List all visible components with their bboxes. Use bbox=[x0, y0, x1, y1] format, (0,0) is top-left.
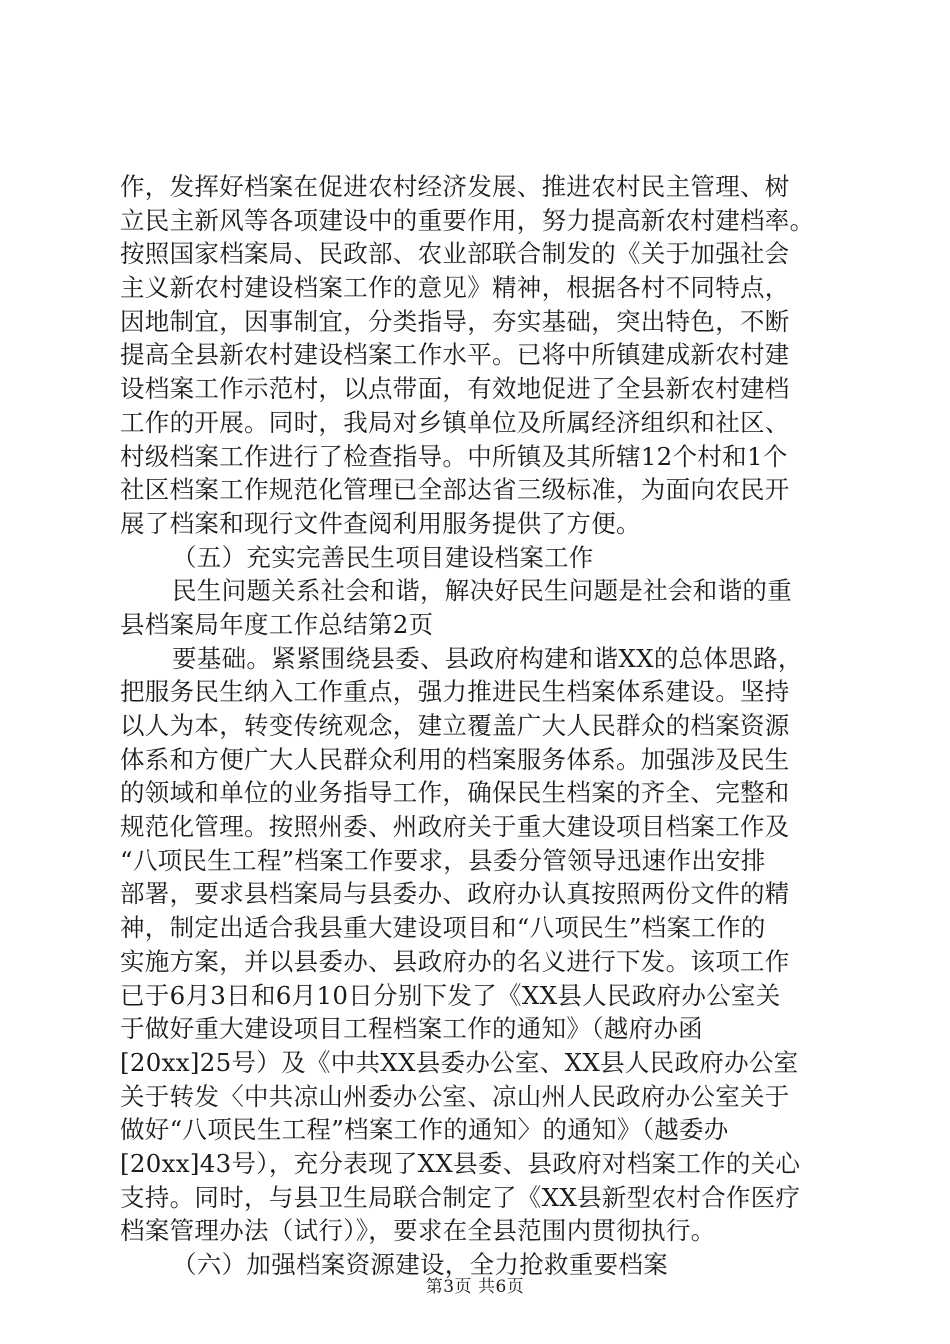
text-line: 实施方案，并以县委办、县政府办的名义进行下发。该项工作 bbox=[120, 946, 790, 976]
text-line: 展了档案和现行文件查阅利用服务提供了方便。 bbox=[120, 508, 641, 538]
text-line: 把服务民生纳入工作重点，强力推进民生档案体系建设。坚持 bbox=[120, 677, 790, 707]
text-line: 于做好重大建设项目工程档案工作的通知》（越府办函 bbox=[120, 1014, 703, 1044]
text-line: 作，发挥好档案在促进农村经济发展、推进农村民主管理、树 bbox=[120, 172, 790, 201]
page-indicator: 第3页 共6页 bbox=[425, 1277, 525, 1297]
text-line: [20xx]43号），充分表现了XX县委、县政府对档案工作的关心 bbox=[120, 1148, 801, 1178]
text-line: 已于6月3日和6月10日分别下发了《XX县人民政府办公室关 bbox=[120, 980, 781, 1010]
text-line: 神，制定出适合我县重大建设项目和“八项民生”档案工作的 bbox=[120, 913, 766, 943]
text-line: 民生问题关系社会和谐，解决好民生问题是社会和谐的重 bbox=[172, 576, 792, 606]
text-line: 立民主新风等各项建设中的重要作用，努力提高新农村建档率。 bbox=[120, 205, 815, 235]
text-line: 因地制宜，因事制宜，分类指导，夯实基础，突出特色，不断 bbox=[120, 306, 790, 336]
section-heading-5: （五）充实完善民生项目建设档案工作 bbox=[172, 542, 594, 572]
body-text bbox=[120, 170, 840, 1282]
text-line: 工作的开展。同时，我局对乡镇单位及所属经济组织和社区、 bbox=[120, 407, 790, 437]
text-line: [20xx]25号）及《中共XX县委办公室、XX县人民政府办公室 bbox=[120, 1047, 799, 1077]
text-line: 以人为本，转变传统观念，建立覆盖广大人民群众的档案资源 bbox=[120, 711, 790, 740]
text-line: 规范化管理。按照州委、州政府关于重大建设项目档案工作及 bbox=[120, 812, 790, 842]
text-line: 社区档案工作规范化管理已全部达省三级标准，为面向农民开 bbox=[120, 475, 790, 505]
text-line: 按照国家档案局、民政部、农业部联合制发的《关于加强社会 bbox=[120, 239, 790, 269]
text-line: 体系和方便广大人民群众利用的档案服务体系。加强涉及民生 bbox=[120, 744, 790, 774]
text-line: 要基础。紧紧围绕县委、县政府构建和谐XX的总体思路， bbox=[172, 643, 803, 673]
text-line: 提高全县新农村建设档案工作水平。已将中所镇建成新农村建 bbox=[120, 340, 790, 370]
text-line: 关于转发〈中共凉山州委办公室、凉山州人民政府办公室关于 bbox=[120, 1081, 790, 1111]
page-title-line: 县档案局年度工作总结第2页 bbox=[120, 609, 434, 639]
page-footer bbox=[0, 1276, 950, 1298]
text-line: 做好“八项民生工程”档案工作的通知〉的通知》（越委办 bbox=[120, 1115, 729, 1145]
text-line: 村级档案工作进行了检查指导。中所镇及其所辖12个村和1个 bbox=[120, 441, 788, 471]
text-line: 设档案工作示范村，以点带面，有效地促进了全县新农村建档 bbox=[120, 374, 790, 404]
text-line: “八项民生工程”档案工作要求，县委分管领导迅速作出安排 bbox=[120, 845, 766, 875]
text-line: 部署，要求县档案局与县委办、政府办认真按照两份文件的精 bbox=[120, 879, 790, 909]
text-line: 主义新农村建设档案工作的意见》精神，根据各村不同特点， bbox=[120, 273, 790, 303]
text-line: 档案管理办法（试行）》，要求在全县范围内贯彻执行。 bbox=[120, 1216, 716, 1246]
section-heading-6: （六）加强档案资源建设，全力抢救重要档案 bbox=[172, 1250, 668, 1279]
text-line: 的领域和单位的业务指导工作，确保民生档案的齐全、完整和 bbox=[120, 778, 790, 808]
text-line: 支持。同时，与县卫生局联合制定了《XX县新型农村合作医疗 bbox=[120, 1182, 801, 1212]
